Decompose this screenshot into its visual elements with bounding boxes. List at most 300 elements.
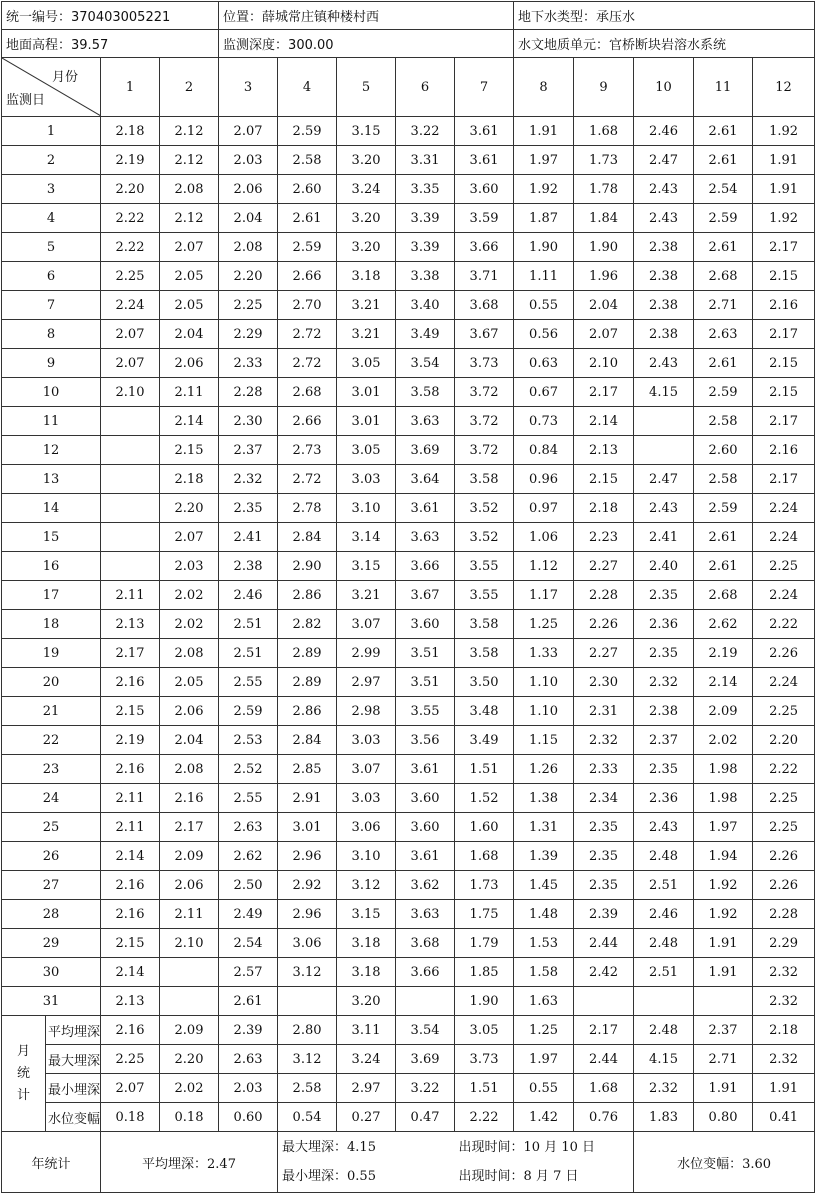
depth-value-cell: 1.25 [514,610,574,639]
month-header-11: 11 [694,58,753,117]
depth-value-cell: 2.14 [101,958,160,987]
depth-value-cell: 2.20 [160,494,219,523]
stats-value-cell: 3.69 [396,1045,455,1074]
depth-value-cell: 1.53 [514,929,574,958]
stats-label: 最小埋深 [46,1074,101,1103]
stats-value-cell: 2.20 [160,1045,219,1074]
depth-value-cell: 3.63 [396,407,455,436]
stats-label: 水位变幅 [46,1103,101,1132]
depth-value-cell: 2.61 [694,146,753,175]
annual-extremes [278,1132,455,1193]
stats-value-cell: 4.15 [634,1045,694,1074]
depth-value-cell: 1.48 [514,900,574,929]
depth-value-cell: 3.72 [455,436,514,465]
depth-value-cell: 2.20 [219,262,278,291]
depth-value-cell: 3.15 [337,552,396,581]
depth-value-cell: 2.53 [219,726,278,755]
depth-value-cell: 2.61 [219,987,278,1016]
depth-value-cell: 2.25 [753,552,815,581]
depth-value-cell: 2.22 [101,204,160,233]
depth-value-cell: 2.32 [574,726,634,755]
day-label: 13 [2,465,101,494]
table-row [2,233,815,262]
depth-value-cell: 2.38 [634,262,694,291]
day-label: 21 [2,697,101,726]
month-header-5: 5 [337,58,396,117]
depth-value-cell: 3.60 [396,813,455,842]
depth-value-cell: 2.08 [160,755,219,784]
depth-value-cell: 2.17 [753,320,815,349]
stats-value-cell: 2.25 [101,1045,160,1074]
depth-value-cell: 2.46 [219,581,278,610]
depth-value-cell: 1.45 [514,871,574,900]
depth-value-cell: 2.24 [753,523,815,552]
depth-value-cell: 3.05 [337,436,396,465]
depth-value-cell: 3.55 [455,581,514,610]
depth-value-cell: 0.63 [514,349,574,378]
elevation-label: 地面高程： [6,38,72,53]
depth-value-cell: 2.18 [160,465,219,494]
depth-value-cell: 1.91 [753,146,815,175]
depth-value-cell: 2.35 [219,494,278,523]
depth-value-cell: 2.11 [160,378,219,407]
depth-value-cell: 2.19 [101,726,160,755]
depth-value-cell: 3.63 [396,523,455,552]
depth-value-cell: 3.24 [337,175,396,204]
depth-value-cell: 3.58 [396,378,455,407]
depth-value-cell: 3.52 [455,494,514,523]
stats-value-cell: 2.02 [160,1074,219,1103]
depth-value-cell: 2.02 [160,581,219,610]
stats-value-cell: 1.91 [753,1074,815,1103]
depth-value-cell: 3.69 [396,436,455,465]
annual-stats [2,1132,815,1193]
depth-value-cell: 3.31 [396,146,455,175]
depth-value-cell: 2.68 [694,581,753,610]
elevation-cell [2,30,219,58]
depth-value-cell: 0.73 [514,407,574,436]
depth-value-cell: 2.16 [753,291,815,320]
depth-value-cell: 2.78 [278,494,337,523]
depth-value-cell [160,987,219,1016]
month-header-7: 7 [455,58,514,117]
depth-value-cell: 1.33 [514,639,574,668]
depth-value-cell: 2.35 [634,755,694,784]
stats-value-cell: 3.22 [396,1074,455,1103]
depth-value-cell: 2.48 [634,929,694,958]
depth-value-cell: 1.97 [514,146,574,175]
depth-value-cell: 2.25 [753,813,815,842]
depth-value-cell: 2.68 [694,262,753,291]
depth-value-cell: 2.59 [694,494,753,523]
table-row [2,320,815,349]
depth-value-cell: 3.55 [396,697,455,726]
depth-value-cell: 3.61 [396,755,455,784]
station-id-label: 统一编号： [6,10,72,25]
stats-value-cell: 0.18 [160,1103,219,1132]
depth-value-cell: 2.59 [694,378,753,407]
table-row [2,436,815,465]
depth-value-cell: 3.10 [337,842,396,871]
depth-value-cell [101,523,160,552]
depth-value-cell: 2.70 [278,291,337,320]
depth-value-cell: 3.64 [396,465,455,494]
annual-times [455,1132,634,1193]
depth-value-cell [396,987,455,1016]
depth-value-cell: 1.85 [455,958,514,987]
annual-min-time: 出现时间：8 月 7 日 [458,1169,579,1184]
station-id-value: 370403005221 [71,10,171,25]
depth-value-cell: 3.60 [396,784,455,813]
depth-value-cell: 3.06 [337,813,396,842]
depth-value: 300.00 [288,38,334,53]
day-label: 18 [2,610,101,639]
depth-value-cell: 2.24 [753,668,815,697]
depth-value-cell [634,987,694,1016]
stats-value-cell: 1.97 [514,1045,574,1074]
day-label: 14 [2,494,101,523]
stats-value-cell: 1.68 [574,1074,634,1103]
month-header-6: 6 [396,58,455,117]
stats-value-cell: 3.73 [455,1045,514,1074]
depth-value-cell: 2.35 [634,581,694,610]
depth-value-cell: 3.58 [455,465,514,494]
depth-value-cell: 0.67 [514,378,574,407]
table-row [2,842,815,871]
depth-value-cell: 3.67 [455,320,514,349]
depth-value-cell: 3.66 [396,958,455,987]
stats-value-cell: 0.27 [337,1103,396,1132]
depth-value-cell: 2.06 [219,175,278,204]
day-label: 23 [2,755,101,784]
depth-value-cell: 1.97 [694,813,753,842]
depth-value-cell: 1.91 [753,175,815,204]
day-label: 28 [2,900,101,929]
depth-value-cell: 2.46 [634,900,694,929]
table-row [2,784,815,813]
depth-value-cell: 2.07 [160,233,219,262]
depth-value-cell: 3.05 [337,349,396,378]
stats-value-cell: 0.76 [574,1103,634,1132]
depth-value-cell: 2.66 [278,262,337,291]
depth-value-cell: 2.40 [634,552,694,581]
depth-value-cell: 2.15 [753,349,815,378]
depth-value-cell: 1.98 [694,784,753,813]
depth-value-cell: 2.07 [101,320,160,349]
station-id-cell [2,2,219,30]
depth-value-cell: 2.22 [101,233,160,262]
table-row [2,581,815,610]
month-header-9: 9 [574,58,634,117]
depth-value-cell: 2.38 [634,291,694,320]
month-header-12: 12 [753,58,815,117]
depth-value-cell: 2.13 [101,987,160,1016]
depth-value-cell: 3.51 [396,668,455,697]
depth-value-cell: 2.26 [574,610,634,639]
depth-value-cell: 2.13 [101,610,160,639]
depth-label: 监测深度： [223,38,289,53]
depth-value-cell: 3.01 [337,407,396,436]
table-row [2,552,815,581]
depth-value-cell: 2.20 [101,175,160,204]
depth-value-cell: 2.51 [634,871,694,900]
depth-value-cell: 2.73 [278,436,337,465]
depth-value-cell: 2.16 [101,755,160,784]
depth-value-cell: 2.62 [219,842,278,871]
depth-value-cell: 2.17 [101,639,160,668]
depth-value-cell: 3.51 [396,639,455,668]
day-label: 5 [2,233,101,262]
depth-value-cell: 3.60 [455,175,514,204]
depth-value-cell: 3.54 [396,349,455,378]
stats-value-cell: 3.05 [455,1016,514,1045]
depth-value-cell: 0.96 [514,465,574,494]
table-row [2,378,815,407]
depth-value-cell: 2.36 [634,610,694,639]
depth-value-cell: 2.30 [219,407,278,436]
depth-value-cell: 3.66 [455,233,514,262]
depth-value-cell: 3.12 [278,958,337,987]
depth-value-cell: 3.15 [337,900,396,929]
month-header-10: 10 [634,58,694,117]
depth-value-cell [574,987,634,1016]
depth-value-cell [634,436,694,465]
depth-value-cell: 2.82 [278,610,337,639]
depth-value-cell: 3.20 [337,146,396,175]
stats-row [2,1016,815,1045]
depth-value-cell: 2.15 [101,697,160,726]
depth-value-cell: 2.28 [753,900,815,929]
table-row [2,813,815,842]
hydro-unit-cell: 水文地质单元：官桥断块岩溶水系统 [514,30,815,58]
depth-value-cell: 3.67 [396,581,455,610]
table-row [2,465,815,494]
depth-value-cell: 3.21 [337,581,396,610]
depth-value-cell: 2.97 [337,668,396,697]
depth-value-cell: 3.48 [455,697,514,726]
depth-value-cell: 2.23 [574,523,634,552]
depth-value-cell: 3.63 [396,900,455,929]
day-label: 25 [2,813,101,842]
depth-value-cell: 2.29 [753,929,815,958]
stats-value-cell: 2.18 [753,1016,815,1045]
depth-value-cell: 2.24 [753,494,815,523]
depth-value-cell: 1.92 [694,900,753,929]
depth-value-cell: 2.35 [574,842,634,871]
depth-value-cell: 2.47 [634,465,694,494]
depth-value-cell: 2.04 [160,320,219,349]
depth-value-cell: 2.96 [278,900,337,929]
stats-value-cell: 0.18 [101,1103,160,1132]
depth-value-cell [101,494,160,523]
depth-value-cell: 2.61 [694,117,753,146]
depth-value-cell [101,436,160,465]
stats-value-cell: 2.97 [337,1074,396,1103]
depth-value-cell: 1.84 [574,204,634,233]
depth-value-cell: 2.17 [574,378,634,407]
table-row [2,262,815,291]
depth-value-cell: 2.58 [694,407,753,436]
depth-value-cell: 2.27 [574,552,634,581]
depth-value-cell: 3.06 [278,929,337,958]
depth-value-cell: 2.91 [278,784,337,813]
month-header-2: 2 [160,58,219,117]
depth-value-cell: 2.68 [278,378,337,407]
stats-value-cell: 2.16 [101,1016,160,1045]
depth-value-cell: 2.29 [219,320,278,349]
depth-value-cell: 2.41 [219,523,278,552]
table-row [2,349,815,378]
depth-value-cell: 2.43 [634,349,694,378]
depth-value-cell: 2.54 [219,929,278,958]
table-row [2,204,815,233]
depth-value-cell: 3.18 [337,929,396,958]
table-row [2,871,815,900]
depth-value-cell: 2.38 [634,233,694,262]
depth-value-cell: 3.10 [337,494,396,523]
month-axis-label: 月份 [51,70,78,85]
depth-value-cell: 2.35 [634,639,694,668]
depth-value-cell: 2.47 [634,146,694,175]
table-row [2,900,815,929]
depth-value-cell: 2.15 [101,929,160,958]
table-row [2,958,815,987]
depth-value-cell: 1.10 [514,697,574,726]
depth-value-cell: 2.55 [219,668,278,697]
depth-value-cell: 2.96 [278,842,337,871]
table-row [2,175,815,204]
day-label: 30 [2,958,101,987]
depth-value-cell: 2.89 [278,639,337,668]
depth-value-cell: 2.48 [634,842,694,871]
stats-value-cell: 2.80 [278,1016,337,1045]
depth-value-cell: 1.75 [455,900,514,929]
day-label: 26 [2,842,101,871]
depth-value-cell: 0.84 [514,436,574,465]
monthly-stats [2,1016,815,1132]
water-type-cell: 地下水类型：承压水 [514,2,815,30]
table-row [2,929,815,958]
depth-value-cell: 2.25 [753,697,815,726]
depth-value-cell: 2.18 [101,117,160,146]
monthly-stats-group-label [2,1016,46,1132]
depth-value-cell: 3.18 [337,958,396,987]
depth-value-cell: 3.07 [337,755,396,784]
depth-value-cell: 2.26 [753,842,815,871]
depth-value-cell: 2.28 [219,378,278,407]
depth-value-cell: 2.55 [219,784,278,813]
groundwater-record-sheet [1,1,814,1193]
depth-value-cell: 2.72 [278,465,337,494]
stats-row [2,1045,815,1074]
stats-value-cell: 2.58 [278,1074,337,1103]
depth-value-cell: 3.03 [337,465,396,494]
depth-value-cell: 2.86 [278,697,337,726]
depth-value-cell: 3.72 [455,378,514,407]
day-label: 22 [2,726,101,755]
depth-value-cell: 2.58 [694,465,753,494]
table-row [2,726,815,755]
depth-value-cell: 3.38 [396,262,455,291]
depth-value-cell: 3.50 [455,668,514,697]
depth-value-cell: 3.61 [455,146,514,175]
depth-value-cell: 1.68 [574,117,634,146]
depth-value-cell: 2.07 [160,523,219,552]
stats-value-cell: 1.91 [694,1074,753,1103]
depth-value-cell: 3.61 [396,494,455,523]
depth-value-cell: 2.38 [634,320,694,349]
depth-value-cell: 2.03 [160,552,219,581]
table-row [2,610,815,639]
location-cell: 位置：薛城常庄镇种楼村西 [219,2,514,30]
depth-value-cell: 2.98 [337,697,396,726]
depth-value-cell: 2.04 [574,291,634,320]
depth-value-cell: 2.19 [694,639,753,668]
depth-value-cell: 3.07 [337,610,396,639]
depth-value-cell: 2.05 [160,291,219,320]
depth-value-cell: 2.16 [101,871,160,900]
stats-value-cell: 1.25 [514,1016,574,1045]
depth-value-cell: 2.10 [101,378,160,407]
header-row-2 [2,30,815,58]
depth-value-cell: 2.08 [160,175,219,204]
day-label: 24 [2,784,101,813]
depth-value-cell: 3.61 [396,842,455,871]
day-label: 29 [2,929,101,958]
day-label: 27 [2,871,101,900]
stats-row [2,1103,815,1132]
depth-value-cell: 2.08 [219,233,278,262]
depth-value-cell: 2.72 [278,320,337,349]
depth-value-cell: 2.14 [574,407,634,436]
depth-value-cell: 2.17 [160,813,219,842]
stats-value-cell: 0.60 [219,1103,278,1132]
day-label: 31 [2,987,101,1016]
depth-value-cell: 1.87 [514,204,574,233]
depth-value-cell: 3.15 [337,117,396,146]
day-label: 4 [2,204,101,233]
depth-value-cell: 2.07 [574,320,634,349]
month-header-3: 3 [219,58,278,117]
depth-value-cell: 3.01 [337,378,396,407]
depth-value-cell: 2.22 [753,755,815,784]
table-row [2,697,815,726]
stats-value-cell: 3.54 [396,1016,455,1045]
stats-value-cell: 2.32 [753,1045,815,1074]
depth-value-cell: 2.14 [101,842,160,871]
depth-value-cell: 2.51 [634,958,694,987]
depth-value-cell: 2.08 [160,639,219,668]
table-row [2,639,815,668]
day-label: 9 [2,349,101,378]
depth-value-cell: 2.28 [574,581,634,610]
depth-value-cell: 2.02 [694,726,753,755]
depth-value-cell: 2.25 [101,262,160,291]
depth-value-cell: 3.49 [396,320,455,349]
depth-value-cell: 2.19 [101,146,160,175]
annual-row [2,1132,815,1193]
depth-value-cell: 2.37 [634,726,694,755]
depth-value-cell [634,407,694,436]
depth-value-cell: 3.18 [337,262,396,291]
depth-value-cell: 3.40 [396,291,455,320]
day-label: 6 [2,262,101,291]
depth-value-cell: 2.26 [753,639,815,668]
stats-value-cell: 1.51 [455,1074,514,1103]
depth-value-cell: 2.59 [278,117,337,146]
day-label: 2 [2,146,101,175]
depth-value-cell: 2.41 [634,523,694,552]
